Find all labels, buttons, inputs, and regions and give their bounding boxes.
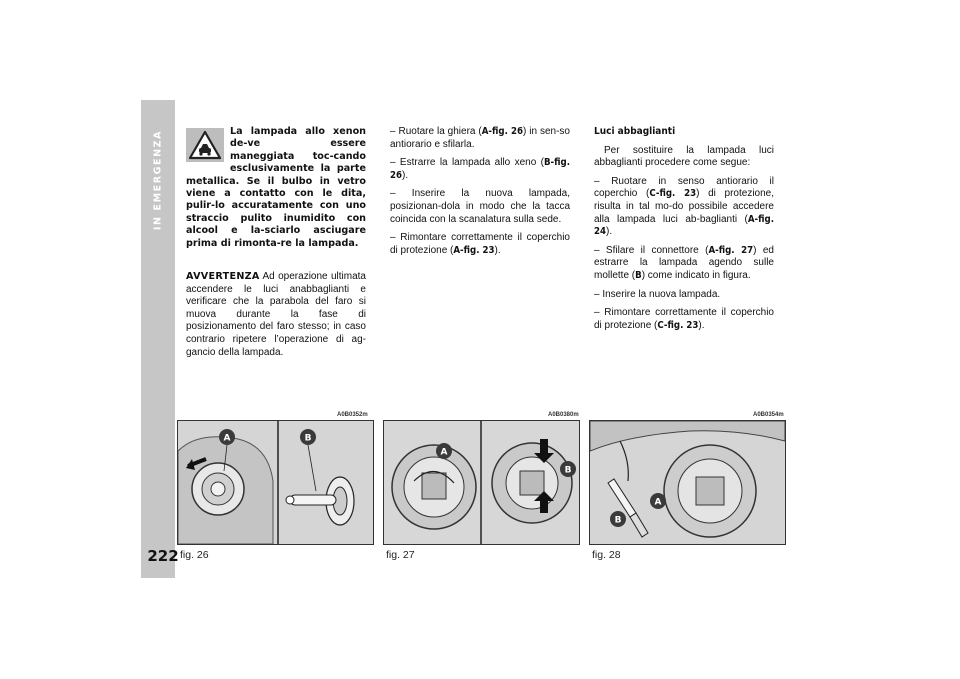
warning-text: La lampada allo xenon de-ve essere maneggiata toc-cando esclusivamente la parte metallica. Se il bulbo in vetro viene a contatto con le dita, pulir-lo accuratamente con uno straccio pulito inumidito con alcool e la-sciarlo asciugare prima di rimonta-re la lampada. (186, 126, 366, 249)
figure-reference: B-fig. 26 (390, 157, 570, 181)
step-text: ). (402, 169, 409, 181)
callout-a-label: A (440, 447, 448, 458)
step-paragraph (390, 232, 570, 257)
page-number: 222 (147, 547, 179, 565)
figure-reference: A-fig. 23 (453, 244, 495, 256)
step-paragraph (390, 126, 570, 151)
step-paragraph (594, 307, 774, 332)
step-text: ) di protezione, risulta in tal mo-do possibile accedere alla lampada luci ab-baglianti ( (594, 188, 774, 225)
step-text: ). (494, 244, 501, 256)
callout-b-marker (610, 511, 626, 527)
warning-triangle-icon (186, 128, 224, 162)
warning-block (186, 126, 366, 250)
figure-27-illustration (383, 420, 580, 545)
callout-a-label: A (654, 497, 662, 508)
step-text: – Rimontare correttamente il coperchio di protezione ( (594, 307, 774, 331)
avvertenza-label: AVVERTENZA (186, 271, 260, 282)
figure-reference: B (635, 269, 642, 281)
callout-b-label: B (564, 465, 572, 476)
figure-reference: A-fig. 27 (708, 244, 754, 256)
step-text: ) come indicato in figura. (641, 269, 751, 281)
callout-a-marker (436, 443, 452, 459)
figure-reference: C-fig. 23 (657, 319, 699, 331)
figure-code: A0B0380m (548, 412, 579, 418)
step-text: – Sfilare il connettore ( (594, 244, 709, 256)
section-label: IN EMERGENZA (152, 129, 164, 231)
figure-code: A0B0354m (753, 412, 784, 418)
step-text: ) in sen-so antiorario e sfilarla. (390, 126, 570, 150)
figure-reference: A-fig. 26 (481, 126, 524, 137)
step-paragraph (594, 245, 774, 283)
figure-code: A0B0352m (337, 412, 368, 418)
step-text: – Estrarre la lampada allo xeno ( (390, 157, 544, 169)
callout-a-label: A (223, 433, 231, 444)
step-paragraph: – Inserire la nuova lampada. (594, 288, 721, 300)
figure-26-illustration (177, 420, 374, 545)
step-text: ). (698, 319, 705, 331)
figure-28-illustration (589, 420, 786, 545)
figure-reference: A-fig. 24 (594, 213, 774, 238)
avvertenza-text: Ad operazione ultimata accendere le luci anabbaglianti e verificare che la parabola del faro si muova durante la fase di posizionamento del faro stesso; in caso contrario ripetere l’operazione di ag-gancio della lampada. (186, 271, 366, 358)
column-2 (390, 126, 570, 263)
figure-caption: fig. 26 (180, 549, 209, 561)
callout-b-marker (560, 461, 576, 477)
step-text: – Ruotare la ghiera ( (390, 126, 482, 137)
callout-b-label: B (304, 433, 312, 444)
intro-paragraph: Per sostituire la lampada luci abbaglianti procedere come segue: (594, 144, 774, 169)
figure-caption: fig. 28 (592, 549, 621, 561)
step-text: ) ed estrarre la lampada agendo sulle mollette ( (594, 244, 774, 281)
step-text: – Ruotare in senso antiorario il coperchio ( (594, 175, 774, 200)
section-heading: Luci abbaglianti (594, 126, 676, 137)
callout-b-marker (300, 429, 316, 445)
step-paragraph (390, 157, 570, 182)
callout-b-label: B (614, 515, 622, 526)
step-paragraph: – Inserire la nuova lampada, posizionan-dola in modo che la tacca coincida con la scanalatura sulla sede. (390, 188, 570, 225)
callout-a-marker (219, 429, 235, 445)
step-text: – Rimontare correttamente il coperchio di protezione ( (390, 232, 570, 256)
step-paragraph (594, 176, 774, 239)
avvertenza-block (186, 271, 366, 359)
column-3 (594, 126, 774, 338)
step-text: ). (606, 226, 613, 238)
callout-a-marker (650, 493, 666, 509)
figure-reference: C-fig. 23 (649, 188, 697, 200)
figure-caption: fig. 27 (386, 549, 415, 561)
